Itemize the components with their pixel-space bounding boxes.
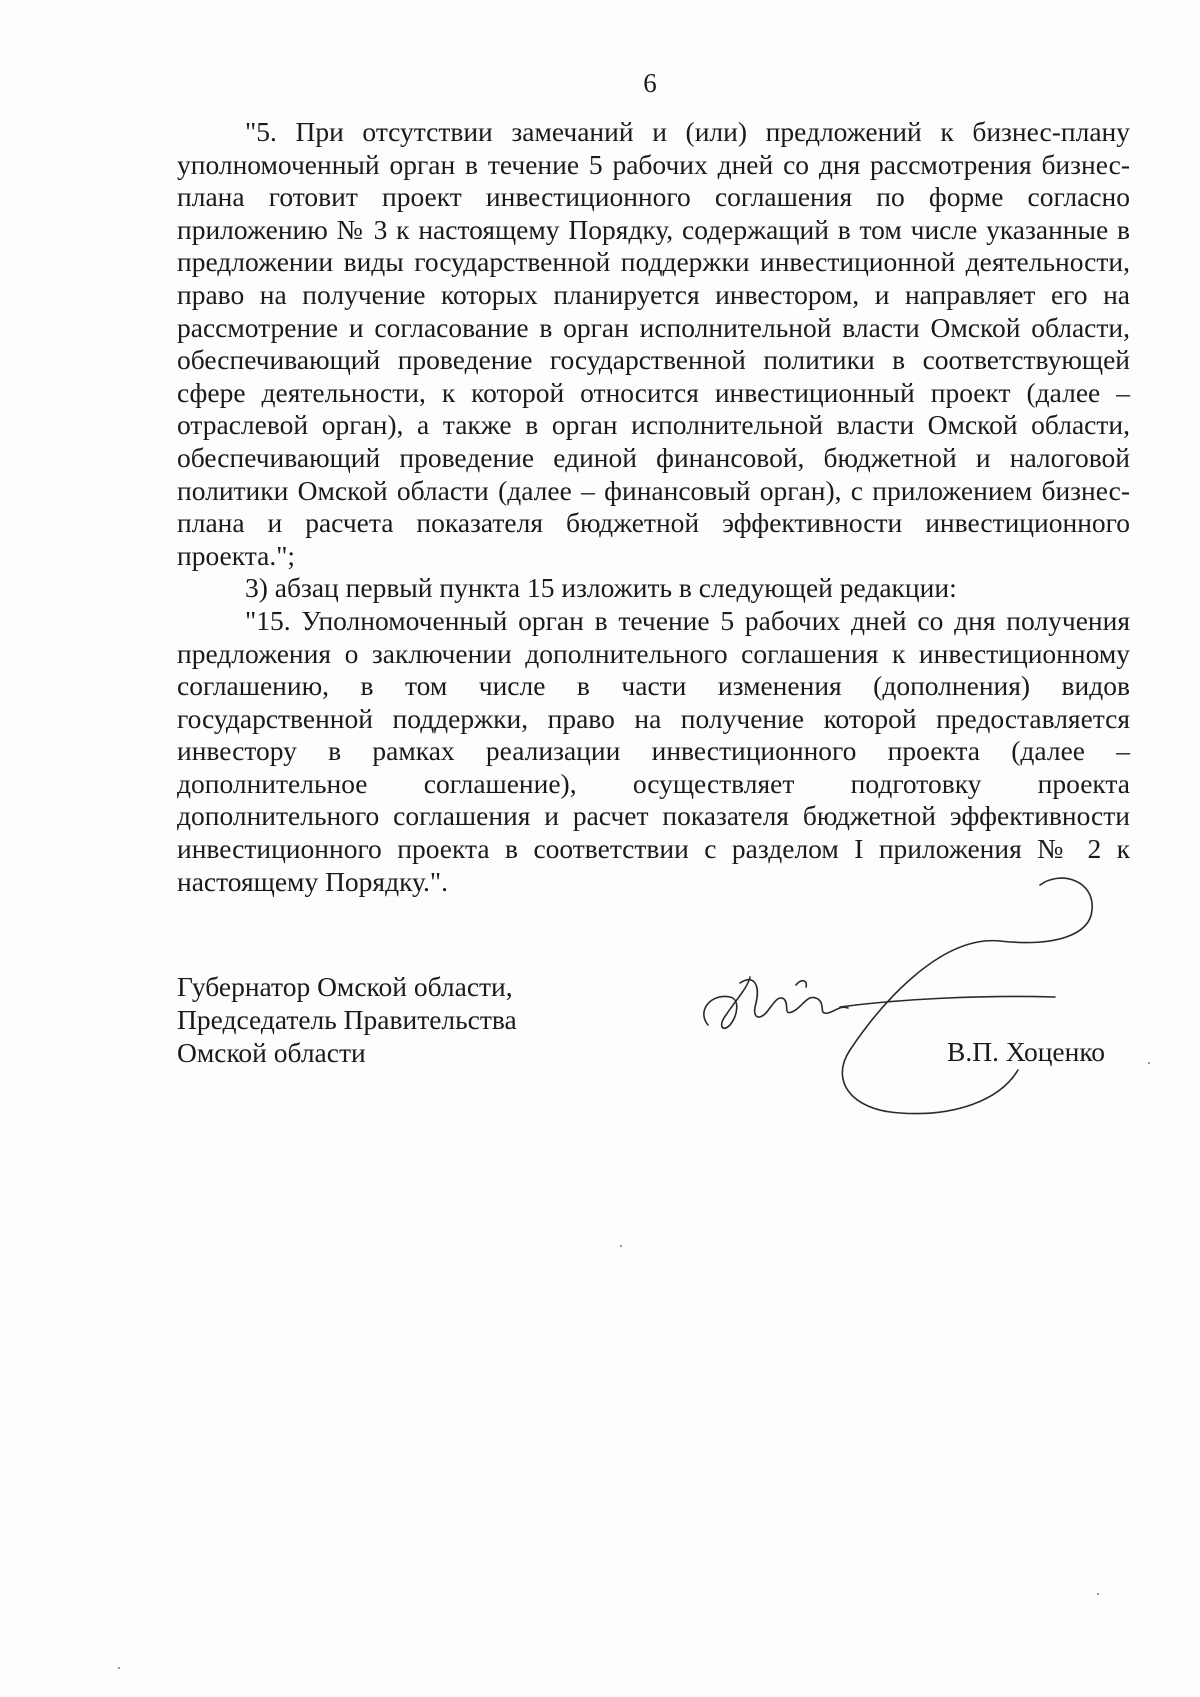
signatory-title-line: Омской области: [177, 1037, 366, 1068]
signatory-title: [177, 970, 517, 1069]
handwritten-signature: [700, 875, 1110, 1125]
paragraph-item-15: "15. Уполномоченный орган в течение 5 рабочих дней со дня получения предложения о заключении дополнительного соглашения к инвестиционному соглашению, в том числе в части изменения (дополнения) видов государственной поддержки, право на получение которой предоставляется инвестору в рамках реализации инвестиционного проекта (далее – дополнительное соглашение), осуществляет подготовку проекта дополнительного соглашения и расчет показателя бюджетной эффективности инвестиционного проекта в соответствии с разделом I приложения № 2 к настоящему Порядку.".: [177, 604, 1130, 897]
page-number: 6: [643, 68, 657, 98]
signatory-title-line: Председатель Правительства: [177, 1004, 517, 1035]
signatory-name: В.П. Хоценко: [947, 1036, 1106, 1067]
scan-speck: [118, 1667, 120, 1669]
scan-speck: [1148, 1062, 1150, 1064]
document-body: [177, 116, 1130, 898]
paragraph-item-5: "5. При отсутствии замечаний и (или) предложений к бизнес-плану уполномоченный орган в течение 5 рабочих дней со дня рассмотрения бизнес-плана готовит проект инвестиционного соглашения по форме согласно приложению № 3 к настоящему Порядку, содержащий в том числе указанные в предложении виды государственной поддержки инвестиционной деятельности, право на получение которых планируется инвестором, и направляет его на рассмотрение и согласование в орган исполнительной власти Омской области, обеспечивающий проведение государственной политики в соответствующей сфере деятельности, к которой относится инвестиционный проект (далее – отраслевой орган), а также в орган исполнительной власти Омской области, обеспечивающий проведение единой финансовой, бюджетной и налоговой политики Омской области (далее – финансовый орган), с приложением бизнес-плана и расчета показателя бюджетной эффективности инвестиционного проекта.";: [177, 116, 1130, 571]
scan-speck: [1097, 1593, 1099, 1595]
paragraph-amendment-3: 3) абзац первый пункта 15 изложить в следующей редакции:: [245, 572, 957, 604]
scan-speck: [620, 1245, 622, 1247]
signatory-title-line: Губернатор Омской области,: [177, 971, 513, 1002]
